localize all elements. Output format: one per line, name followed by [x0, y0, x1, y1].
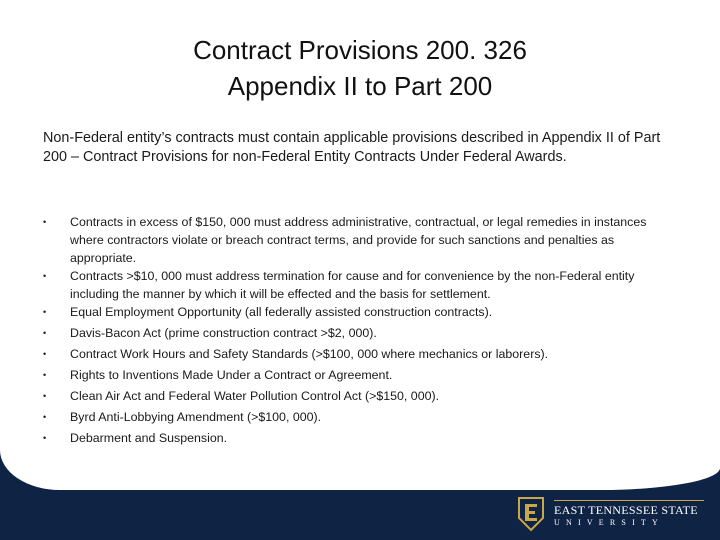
list-item-text: Byrd Anti-Lobbying Amendment (>$100, 000). — [70, 410, 322, 424]
slide-title — [0, 32, 720, 104]
bullet-icon: • — [43, 217, 47, 227]
bullet-icon: • — [43, 349, 47, 359]
list-item-text: Contract Work Hours and Safety Standards (>$100, 000 where mechanics or laborers). — [70, 347, 549, 361]
list-item-text: Equal Employment Opportunity (all federally assisted construction contracts). — [70, 305, 493, 319]
bullet-icon: • — [43, 412, 47, 422]
title-line-2: Appendix II to Part 200 — [227, 71, 493, 101]
list-item — [43, 303, 683, 321]
list-item — [43, 408, 683, 426]
intro-paragraph: Non-Federal entity’s contracts must contain applicable provisions described in Appendix II of Part 200 – Contract Provisions for non-Federal Entity Contracts Under Federal Awards. — [43, 130, 661, 165]
bullet-icon: • — [43, 391, 47, 401]
list-item-text: Clean Air Act and Federal Water Pollution Control Act (>$150, 000). — [70, 389, 440, 403]
list-item-text: Rights to Inventions Made Under a Contract or Agreement. — [70, 368, 393, 382]
logo-university-name: EAST TENNESSEE STATE — [554, 503, 698, 517]
etsu-e-shield-icon — [516, 496, 546, 532]
list-item — [43, 267, 683, 303]
list-item — [43, 387, 683, 405]
list-item-text: Contracts >$10, 000 must address termination for cause and for convenience by the non-Federal entity including the manner by which it will be effected and the basis for settlement. — [70, 269, 635, 301]
bullet-icon: • — [43, 328, 47, 338]
list-item — [43, 324, 683, 342]
list-item — [43, 429, 683, 447]
list-item-text: Davis-Bacon Act (prime construction contract >$2, 000). — [70, 326, 377, 340]
list-item — [43, 366, 683, 384]
list-item — [43, 213, 683, 267]
logo-divider — [554, 500, 704, 501]
bullet-icon: • — [43, 433, 47, 443]
list-item — [43, 345, 683, 363]
bullet-icon: • — [43, 307, 47, 317]
bullet-icon: • — [43, 370, 47, 380]
list-item-text: Debarment and Suspension. — [70, 431, 228, 445]
bullet-icon: • — [43, 271, 47, 281]
list-item-text: Contracts in excess of $150, 000 must address administrative, contractual, or legal remedies in instances where contractors violate or breach contract terms, and provide for such sanctions and penalties as appropriate. — [70, 215, 647, 265]
logo-university-word: UNIVERSITY — [554, 518, 664, 527]
provision-list — [43, 213, 683, 450]
title-line-1: Contract Provisions 200. 326 — [193, 35, 527, 65]
university-logo — [516, 496, 716, 532]
